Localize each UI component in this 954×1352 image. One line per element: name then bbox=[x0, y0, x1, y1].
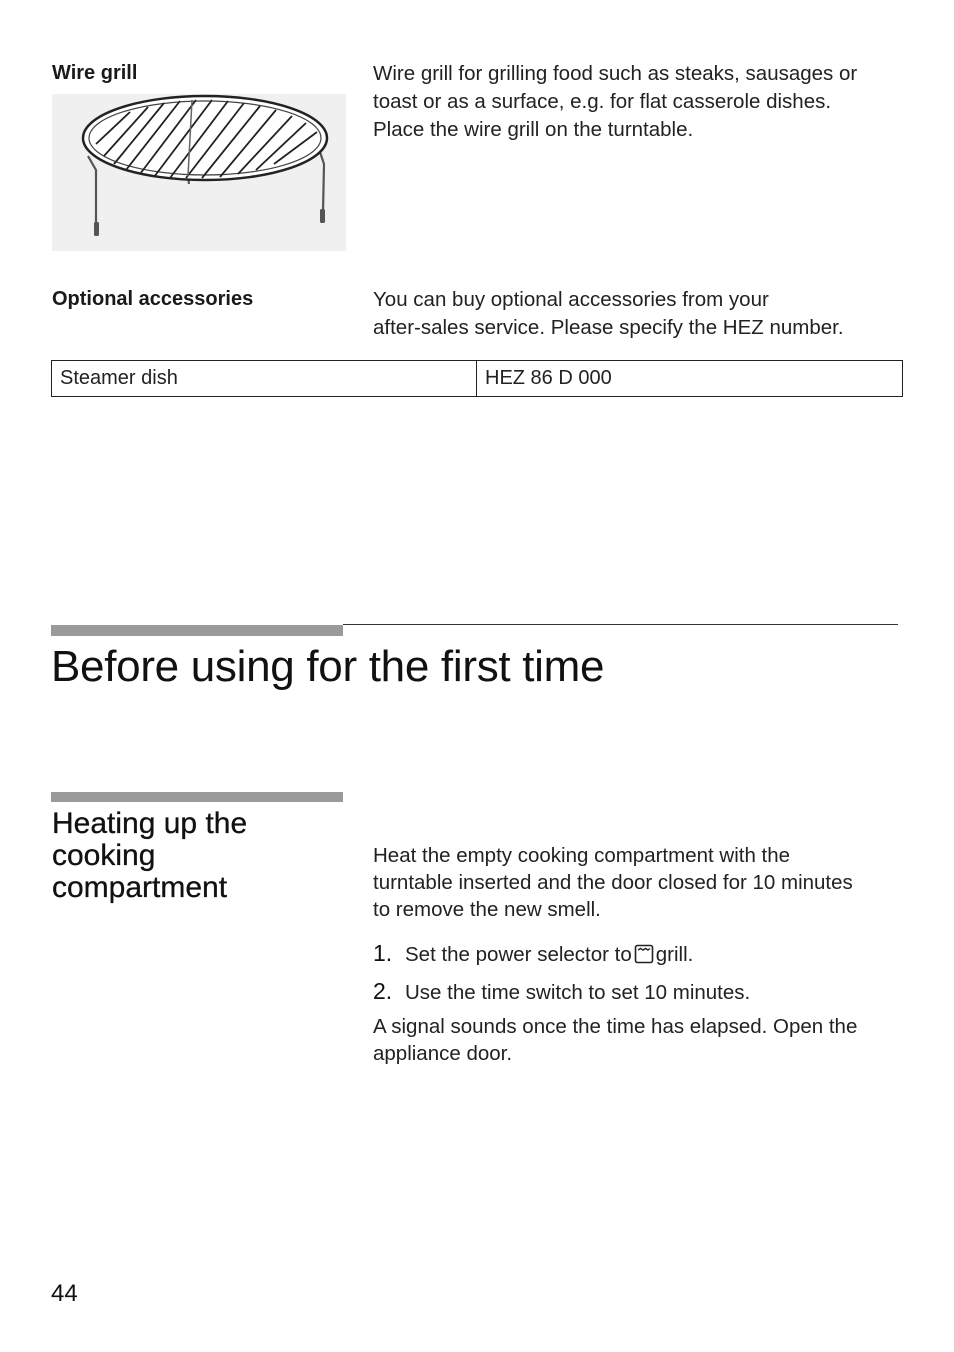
wire-grill-label: Wire grill bbox=[52, 62, 138, 84]
wire-grill-figure bbox=[52, 94, 346, 251]
heading-line: cooking bbox=[52, 839, 156, 872]
step-text: Set the power selector to bbox=[405, 943, 632, 966]
heading-line: Heating up the bbox=[52, 807, 248, 840]
heating-outro bbox=[373, 1013, 857, 1067]
step-text: Use the time switch to set 10 minutes. bbox=[405, 981, 751, 1004]
optional-accessories-description bbox=[373, 286, 844, 342]
optional-accessories-description-line: after-sales service. Please specify the HEZ number. bbox=[373, 316, 844, 339]
table-row bbox=[52, 361, 903, 397]
optional-accessories-description-line: You can buy optional accessories from your bbox=[373, 288, 769, 311]
step-text: grill. bbox=[655, 943, 694, 966]
step-2 bbox=[373, 976, 750, 1010]
page-number: 44 bbox=[51, 1280, 78, 1307]
heating-intro-line: Heat the empty cooking compartment with the bbox=[373, 844, 791, 867]
heating-heading bbox=[52, 808, 247, 904]
grill-icon bbox=[634, 944, 654, 975]
wire-grill-description-line: Wire grill for grilling food such as steaks, sausages or bbox=[373, 62, 858, 85]
step-1 bbox=[373, 938, 693, 975]
heading-line: compartment bbox=[52, 871, 228, 904]
wire-grill-illustration bbox=[52, 94, 346, 251]
step-number: 2. bbox=[373, 978, 393, 1004]
heating-intro-line: turntable inserted and the door closed for 10 minutes bbox=[373, 871, 853, 894]
section-rule-thin bbox=[343, 624, 898, 625]
accessory-item-cell: Steamer dish bbox=[52, 361, 477, 397]
heating-outro-line: appliance door. bbox=[373, 1042, 513, 1065]
wire-grill-description-line: toast or as a surface, e.g. for flat casserole dishes. bbox=[373, 90, 832, 113]
wire-grill-description bbox=[373, 60, 857, 144]
optional-accessories-label: Optional accessories bbox=[52, 288, 254, 310]
page-title: Before using for the first time bbox=[51, 642, 605, 691]
heating-intro bbox=[373, 842, 853, 923]
section-rule-thick bbox=[51, 625, 343, 636]
accessories-table bbox=[51, 360, 903, 397]
wire-grill-description-line: Place the wire grill on the turntable. bbox=[373, 118, 694, 141]
heating-intro-line: to remove the new smell. bbox=[373, 898, 601, 921]
accessory-number-cell: HEZ 86 D 000 bbox=[477, 361, 903, 397]
subsection-rule bbox=[51, 792, 343, 802]
step-number: 1. bbox=[373, 940, 393, 966]
heating-outro-line: A signal sounds once the time has elapsed. Open the bbox=[373, 1015, 858, 1038]
